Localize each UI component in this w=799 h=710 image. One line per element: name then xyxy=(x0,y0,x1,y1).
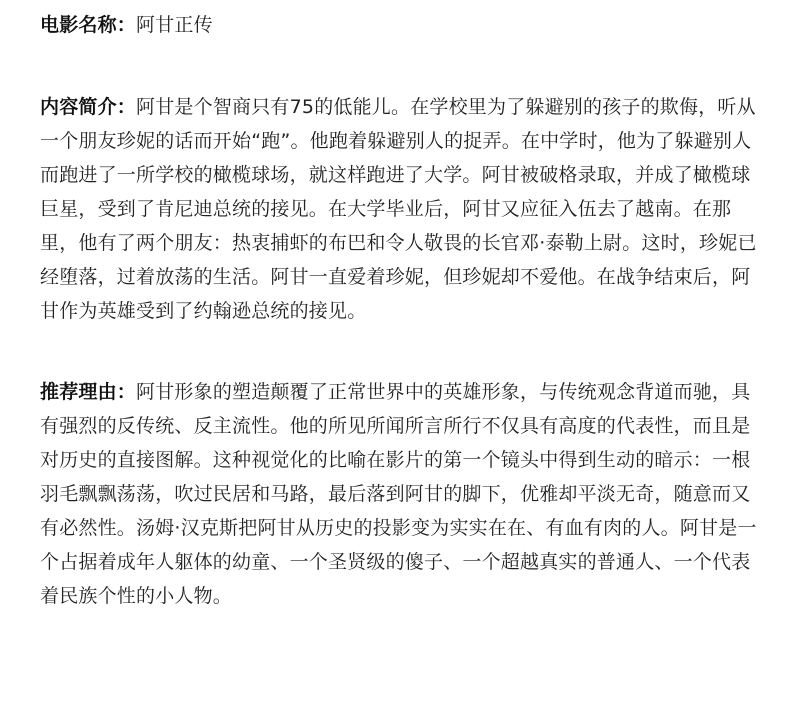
recommendation-label: 推荐理由： xyxy=(40,381,137,403)
movie-name-value: 阿甘正传 xyxy=(136,14,213,36)
movie-title-line xyxy=(40,8,765,42)
recommendation-text: 阿甘形象的塑造颠覆了正常世界中的英雄形象，与传统观念背道而驰，具有强烈的反传统、反主流性。他的所见所闻所言所行不仅具有高度的代表性，而且是对历史的直接图解。这种视觉化的比喻在影片的第一个镜头中得到生动的暗示：一根羽毛飘飘荡荡，吹过民居和马路，最后落到阿甘的脚下，优雅却平淡无奇，随意而又有必然性。汤姆·汉克斯把阿甘从历史的投影变为实实在在、有血有肉的人。阿甘是一个占据着成年人躯体的幼童、一个圣贤级的傻子、一个超越真实的普通人、一个代表着民族个性的小人物。 xyxy=(40,381,757,607)
synopsis-paragraph xyxy=(40,90,765,328)
recommendation-paragraph xyxy=(40,375,765,613)
movie-name-label: 电影名称： xyxy=(40,14,137,36)
synopsis-label: 内容简介： xyxy=(40,96,137,118)
synopsis-text: 阿甘是个智商只有75的低能儿。在学校里为了躲避别的孩子的欺侮，听从一个朋友珍妮的话而开始“跑”。他跑着躲避别人的捉弄。在中学时，他为了躲避别人而跑进了一所学校的橄榄球场，就这样跑进了大学。阿甘被破格录取，并成了橄榄球巨星，受到了肯尼迪总统的接见。在大学毕业后，阿甘又应征入伍去了越南。在那里，他有了两个朋友：热衷捕虾的布巴和令人敬畏的长官邓·泰勒上尉。这时，珍妮已经堕落，过着放荡的生活。阿甘一直爱着珍妮，但珍妮却不爱他。在战争结束后，阿甘作为英雄受到了约翰逊总统的接见。 xyxy=(40,96,757,322)
